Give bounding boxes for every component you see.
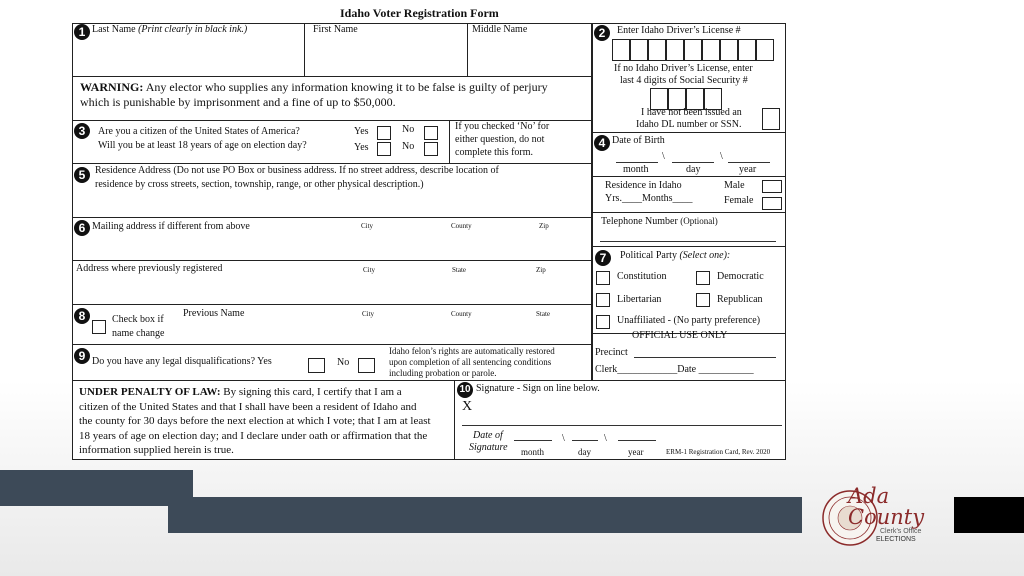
unaffiliated-label: Unaffiliated - (No party preference) bbox=[617, 315, 761, 326]
precinct-label: Precinct bbox=[595, 347, 628, 358]
telephone-optional: (Optional) bbox=[680, 216, 718, 226]
section-8-number: 8 bbox=[74, 308, 90, 324]
last-name-label bbox=[92, 24, 247, 36]
logo-subline: Clerk’s Office bbox=[880, 528, 922, 535]
unaffiliated-checkbox[interactable] bbox=[596, 315, 610, 329]
logo-subline-elections: ELECTIONS bbox=[876, 536, 916, 543]
section-6-number: 6 bbox=[74, 220, 90, 236]
name-change-checkbox[interactable] bbox=[92, 320, 106, 334]
section-5-number: 5 bbox=[74, 167, 90, 183]
previous-zip-label: Zip bbox=[536, 266, 546, 274]
dob-year-line[interactable] bbox=[728, 162, 770, 163]
signature-label: Signature - Sign on line below. bbox=[476, 383, 600, 394]
precinct-line[interactable] bbox=[634, 357, 776, 358]
last-name-hint: (Print clearly in black ink.) bbox=[138, 24, 248, 35]
previous-city-label: City bbox=[363, 266, 376, 274]
date-of-signature-line-1: Date of bbox=[473, 430, 503, 441]
ada-county-logo bbox=[818, 484, 948, 552]
logo-script: Ada County bbox=[848, 484, 925, 529]
dob-day-line[interactable] bbox=[672, 162, 714, 163]
no-id-line-2: Idaho DL number or SSN. bbox=[636, 119, 742, 130]
disqualification-no-checkbox[interactable] bbox=[358, 358, 375, 373]
constitution-label: Constitution bbox=[617, 271, 667, 282]
libertarian-label: Libertarian bbox=[617, 294, 662, 305]
disqualification-no-label: No bbox=[337, 357, 350, 368]
male-label: Male bbox=[724, 180, 745, 191]
sig-month-label: month bbox=[521, 447, 545, 457]
democratic-label: Democratic bbox=[717, 271, 764, 282]
republican-checkbox[interactable] bbox=[696, 293, 710, 307]
mailing-address-label: Mailing address if different from above bbox=[92, 221, 250, 232]
section-10-number: 10 bbox=[457, 382, 473, 398]
warning-label: WARNING: bbox=[80, 80, 144, 94]
form-title: Idaho Voter Registration Form bbox=[340, 6, 499, 20]
penalty-line-4: 18 years of age on election day; and I declare under oath or affirmation that the bbox=[79, 429, 428, 442]
divider bbox=[449, 120, 450, 163]
divider bbox=[72, 304, 592, 305]
dob-month-line[interactable] bbox=[616, 162, 658, 163]
previous-name-label: Previous Name bbox=[183, 308, 245, 319]
libertarian-checkbox[interactable] bbox=[596, 293, 610, 307]
dob-sep: \ bbox=[720, 151, 723, 162]
official-use-title: OFFICIAL USE ONLY bbox=[632, 330, 728, 341]
divider bbox=[592, 176, 786, 177]
black-block-right bbox=[954, 497, 1024, 533]
divider bbox=[72, 260, 592, 261]
divider bbox=[304, 23, 305, 76]
telephone-label bbox=[601, 215, 718, 228]
section-3-number: 3 bbox=[74, 123, 90, 139]
divider bbox=[592, 246, 786, 247]
disqualification-yes-label: Yes bbox=[257, 356, 272, 367]
residence-address-line-1: Residence Address (Do not use PO Box or business address. If no street address, describe location of bbox=[95, 165, 499, 176]
citizen-yes-checkbox[interactable] bbox=[377, 126, 391, 140]
penalty-text bbox=[79, 385, 431, 458]
section-4-number: 4 bbox=[594, 135, 610, 151]
disqualification-text: Do you have any legal disqualifications? bbox=[92, 356, 256, 367]
name-change-line-1: Check box if bbox=[112, 314, 164, 325]
male-checkbox[interactable] bbox=[762, 180, 782, 193]
disqualification-question bbox=[92, 356, 272, 368]
citizen-no-label: No bbox=[402, 124, 415, 135]
mailing-city-label: City bbox=[361, 222, 374, 230]
divider bbox=[72, 76, 592, 77]
age-no-label: No bbox=[402, 141, 415, 152]
warning-line-1: Any elector who supplies any information knowing it to be false is guilty of perjury bbox=[145, 80, 548, 94]
sig-day-line[interactable] bbox=[572, 440, 598, 441]
citizen-note-line-2: either question, do not bbox=[455, 134, 545, 145]
citizen-yes-label: Yes bbox=[354, 126, 369, 137]
previous-state-label: State bbox=[452, 266, 466, 274]
penalty-line-2: citizen of the United States and that I shall have been a resident of Idaho and bbox=[79, 400, 417, 413]
ssn-instruction-line-2: last 4 digits of Social Security # bbox=[620, 75, 748, 86]
form-revision-id: ERM-1 Registration Card, Rev. 2020 bbox=[666, 448, 771, 456]
section-9-number: 9 bbox=[74, 348, 90, 364]
s8-city-label: City bbox=[362, 310, 375, 318]
drivers-license-label: Enter Idaho Driver’s License # bbox=[617, 25, 741, 36]
penalty-line-1: By signing this card, I certify that I am a bbox=[223, 386, 402, 398]
republican-label: Republican bbox=[717, 294, 763, 305]
dob-year-label: year bbox=[739, 164, 757, 175]
penalty-line-3: the county for 30 days before the next election at which I vote; that I am at least bbox=[79, 415, 431, 427]
last-name-text: Last Name bbox=[92, 24, 136, 35]
no-id-checkbox[interactable] bbox=[762, 108, 780, 130]
mailing-county-label: County bbox=[451, 222, 472, 230]
section-1-number: 1 bbox=[74, 24, 90, 40]
divider bbox=[72, 163, 592, 164]
date-of-signature-line-2: Signature bbox=[469, 442, 508, 453]
female-label: Female bbox=[724, 195, 754, 206]
age-no-checkbox[interactable] bbox=[424, 142, 438, 156]
slate-band-left bbox=[0, 470, 193, 506]
warning-line-2: which is punishable by imprisonment and a fine of up to $50,000. bbox=[80, 95, 396, 109]
sig-day-label: day bbox=[578, 447, 591, 457]
sig-year-label: year bbox=[628, 447, 644, 457]
political-party-label bbox=[620, 250, 730, 262]
first-name-label: First Name bbox=[313, 24, 358, 35]
section-7-number: 7 bbox=[595, 250, 611, 266]
penalty-label: UNDER PENALTY OF LAW: bbox=[79, 386, 221, 398]
residence-duration-label: Residence in Idaho bbox=[605, 180, 682, 191]
political-party-hint: (Select one): bbox=[679, 250, 731, 261]
section-2-number: 2 bbox=[594, 25, 610, 41]
citizen-note-line-1: If you checked ‘No’ for bbox=[455, 121, 550, 132]
telephone-text: Telephone Number bbox=[601, 216, 678, 227]
citizen-note-line-3: complete this form. bbox=[455, 147, 534, 158]
drivers-license-input[interactable] bbox=[612, 39, 774, 62]
name-change-line-2: name change bbox=[112, 328, 165, 339]
age-question: Will you be at least 18 years of age on election day? bbox=[98, 140, 307, 151]
middle-name-label: Middle Name bbox=[472, 24, 528, 35]
dob-day-label: day bbox=[686, 164, 701, 175]
residence-duration-fields[interactable]: Yrs.____Months____ bbox=[605, 193, 693, 204]
sig-month-line[interactable] bbox=[514, 440, 552, 441]
clerk-date-label: Clerk____________Date ___________ bbox=[595, 364, 754, 375]
mailing-zip-label: Zip bbox=[539, 222, 549, 230]
felon-note-line-1: Idaho felon’s rights are automatically restored bbox=[389, 346, 555, 356]
sig-year-line[interactable] bbox=[618, 440, 656, 441]
age-yes-checkbox[interactable] bbox=[377, 142, 391, 156]
signature-x-mark: X bbox=[462, 399, 473, 414]
divider bbox=[72, 380, 592, 381]
residence-address-line-2: residence by cross streets, section, township, range, or other physical description.) bbox=[95, 179, 424, 190]
citizen-no-checkbox[interactable] bbox=[424, 126, 438, 140]
dob-month-label: month bbox=[623, 164, 649, 175]
telephone-input-line[interactable] bbox=[600, 241, 776, 242]
political-party-text: Political Party bbox=[620, 250, 677, 261]
slate-band-main bbox=[168, 497, 802, 533]
felon-note-line-2: upon completion of all sentencing conditions bbox=[389, 357, 552, 367]
signature-line[interactable] bbox=[462, 425, 782, 426]
sig-sep: \ bbox=[562, 433, 565, 444]
divider bbox=[467, 23, 468, 76]
penalty-line-5: information supplied herein is true. bbox=[79, 444, 234, 456]
citizen-question: Are you a citizen of the United States of America? bbox=[98, 126, 300, 137]
divider bbox=[72, 217, 592, 218]
disqualification-yes-checkbox[interactable] bbox=[308, 358, 325, 373]
previous-address-label: Address where previously registered bbox=[76, 263, 223, 274]
warning-text bbox=[80, 80, 548, 110]
divider bbox=[592, 132, 786, 133]
s8-state-label: State bbox=[536, 310, 550, 318]
felon-note-line-3: including probation or parole. bbox=[389, 368, 497, 378]
constitution-checkbox[interactable] bbox=[596, 271, 610, 285]
divider bbox=[592, 212, 786, 213]
democratic-checkbox[interactable] bbox=[696, 271, 710, 285]
dob-label: Date of Birth bbox=[612, 135, 665, 146]
sig-sep: \ bbox=[604, 433, 607, 444]
female-checkbox[interactable] bbox=[762, 197, 782, 210]
age-yes-label: Yes bbox=[354, 142, 369, 153]
ssn-instruction-line-1: If no Idaho Driver’s License, enter bbox=[614, 63, 753, 74]
no-id-line-1: I have not been issued an bbox=[641, 107, 742, 118]
dob-sep: \ bbox=[662, 151, 665, 162]
s8-county-label: County bbox=[451, 310, 472, 318]
